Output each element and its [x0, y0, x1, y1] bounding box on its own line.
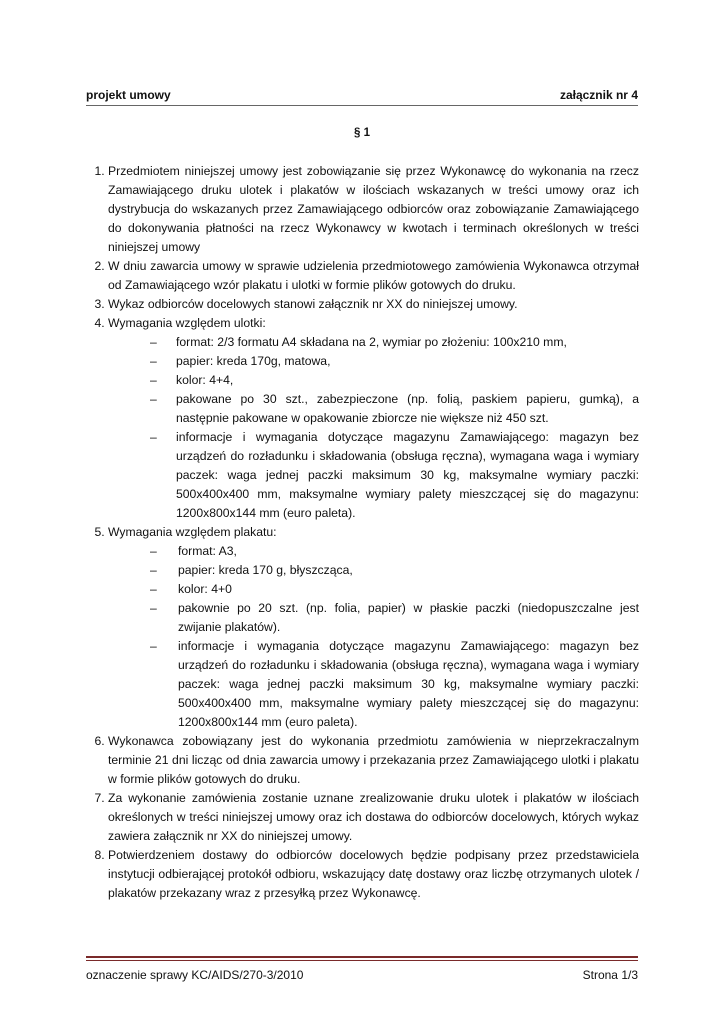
sub-item: – informacje i wymagania dotyczące magazynu Zamawiającego: magazyn bez urządzeń do rozładunku i składowania (obsługa ręczna), wymagana waga i wymiary paczek: waga jednej paczki maksimum 30 kg, maksymalne wymiary paczki: 500x400x400 mm, maksymalne wymiary palety mieszczącej się do magazynu: 1200x800x144 mm (euro paleta). — [148, 637, 639, 732]
sub-item: – format: 2/3 formatu A4 składana na 2, wymiar po złożeniu: 100x210 mm, — [148, 333, 639, 352]
item-6-text: Wykonawca zobowiązany jest do wykonania przedmiotu zamówienia w nieprzekraczalnym terminie 21 dni licząc od dnia zawarcia umowy i przekazania przez Zamawiającego ulotki i plakatu w formie plików gotowych do druku. — [108, 734, 639, 786]
list-item-3 — [108, 295, 639, 314]
section-title: § 1 — [354, 127, 370, 139]
item-4-intro: Wymagania względem ulotki: — [108, 316, 266, 330]
list-item-5 — [108, 523, 639, 732]
list-item-6 — [108, 732, 639, 789]
header-divider — [86, 105, 638, 106]
footer-divider-thick — [86, 956, 638, 958]
poster-requirements-list — [108, 542, 639, 732]
case-reference: oznaczenie sprawy KC/AIDS/270-3/2010 — [86, 968, 304, 982]
leaflet-requirements-list — [108, 333, 639, 523]
list-item-7 — [108, 789, 639, 846]
list-item-8 — [108, 846, 639, 903]
sub-item: – informacje i wymagania dotyczące magazynu Zamawiającego: magazyn bez urządzeń do rozładunku i składowania (obsługa ręczna), wymagana waga i wymiary paczek: waga jednej paczki maksimum 30 kg, maksymalne wymiary paczki: 500x400x400 mm, maksymalne wymiary palety mieszczącej się do magazynu: 1200x800x144 mm (euro paleta). — [148, 428, 639, 523]
sub-item: – pakowane po 30 szt., zabezpieczone (np. folią, paskiem papieru, gumką), a następnie pakowane w opakowanie zbiorcze nie większe niż 450 szt. — [148, 390, 639, 428]
sub-item: – papier: kreda 170g, matowa, — [148, 352, 639, 371]
sub-item: – kolor: 4+4, — [148, 371, 639, 390]
header-right-label: załącznik nr 4 — [559, 88, 638, 102]
list-item-1 — [108, 162, 639, 257]
list-item-4 — [108, 314, 639, 523]
sub-item: – pakownie po 20 szt. (np. folia, papier) w płaskie paczki (niedopuszczalne jest zwijanie plakatów). — [148, 599, 639, 637]
list-item-2 — [108, 257, 639, 295]
item-7-text: Za wykonanie zamówienia zostanie uznane zrealizowanie druku ulotek i plakatów w ilościach określonych w treści niniejszej umowy oraz ich dostawa do odbiorców docelowych, których wykaz zawiera załącznik nr XX do niniejszej umowy. — [108, 791, 639, 843]
footer-divider-thin — [86, 960, 638, 961]
item-8-text: Potwierdzeniem dostawy do odbiorców docelowych będzie podpisany przez przedstawiciela instytucji odbierającej protokół odbioru, wskazujący datę dostawy oraz liczbę otrzymanych ulotek / plakatów przekazany wraz z przesyłką przez Wykonawcę. — [108, 848, 639, 900]
document-body — [84, 162, 639, 903]
sub-item: – kolor: 4+0 — [148, 580, 639, 599]
sub-item: – format: A3, — [148, 542, 639, 561]
page-number: Strona 1/3 — [582, 968, 638, 982]
item-3-text: Wykaz odbiorców docelowych stanowi załącznik nr XX do niniejszej umowy. — [108, 297, 518, 311]
item-1-text: Przedmiotem niniejszej umowy jest zobowiązanie się przez Wykonawcę do wykonania na rzecz Zamawiającego druku ulotek i plakatów w ilościach wskazanych w treści umowy oraz ich dystrybucja do wskazanych przez Zamawiającego odbiorców oraz zobowiązanie Zamawiającego do dokonywania płatności na rzecz Wykonawcy w kwotach i terminach określonych w treści niniejszej umowy — [108, 164, 639, 254]
page-header — [86, 86, 638, 106]
item-2-text: W dniu zawarcia umowy w sprawie udzielenia przedmiotowego zamówienia Wykonawca otrzymał od Zamawiającego wzór plakatu i ulotki w formie plików gotowych do druku. — [108, 259, 639, 292]
item-5-intro: Wymagania względem plakatu: — [108, 525, 277, 539]
numbered-list — [84, 162, 639, 903]
sub-item: – papier: kreda 170 g, błyszcząca, — [148, 561, 639, 580]
header-left-label: projekt umowy — [86, 88, 171, 102]
